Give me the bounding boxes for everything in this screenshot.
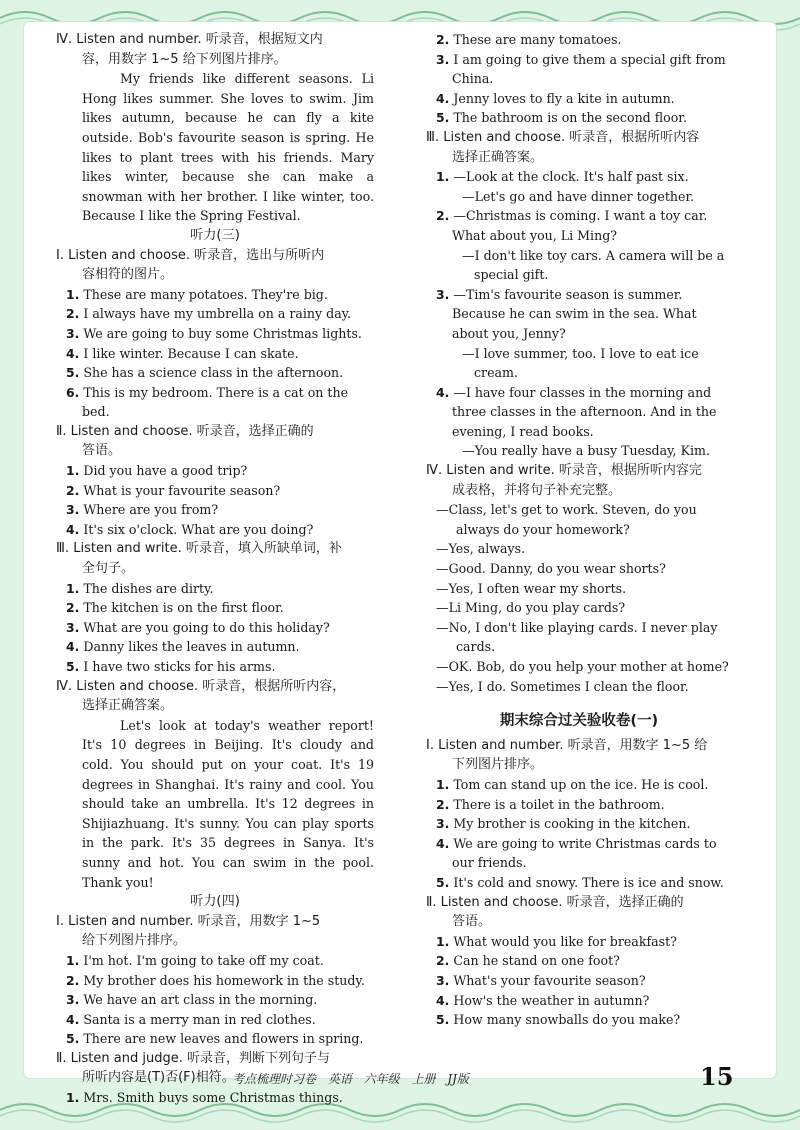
list-item: 2. There is a toilet in the bathroom. bbox=[436, 796, 665, 812]
list-item: 3. I am going to give them a special gift from China. bbox=[436, 51, 726, 87]
list-item: 5. I have two sticks for his arms. bbox=[66, 659, 276, 674]
list-item: 2. The kitchen is on the first floor. bbox=[66, 600, 284, 616]
list-item: 3. Where are you from? bbox=[66, 502, 219, 518]
list-item: 4. We are going to write Christmas cards to our friends. bbox=[436, 835, 717, 871]
list-item: 3. What's your favourite season? bbox=[436, 972, 646, 988]
list-item: 2. What is your favourite season? bbox=[66, 482, 281, 498]
list-item: 3. We are going to buy some Christmas lights. bbox=[66, 325, 362, 341]
dialogue-line: —Good. Danny, do you wear shorts? bbox=[436, 561, 666, 577]
passage: My friends like different seasons. Li Hong likes summer. She loves to swim. Jim likes autumn, because he can fly a kite outside. Bob's favourite season is spring. He likes to plant trees with his friends. Mary likes winter, because she can make a snowman with her brother. I like winter, too. Because I like the Spring Festival. bbox=[82, 71, 374, 224]
listening-heading: 听力(三) bbox=[190, 227, 240, 243]
dialogue-line: —Yes, I often wear my shorts. bbox=[436, 580, 627, 596]
dialogue-line: 4. —I have four classes in the morning and three classes in the afternoon. And in the evening, I read books. bbox=[436, 384, 717, 439]
list-item: 1. Did you have a good trip? bbox=[66, 463, 248, 479]
list-item: 4. How's the weather in autumn? bbox=[436, 992, 650, 1008]
list-item: 5. The bathroom is on the second floor. bbox=[436, 110, 687, 126]
dialogue-line: —I don't like toy cars. A camera will be a special gift. bbox=[462, 247, 725, 283]
page-number: 15 bbox=[700, 1062, 734, 1091]
right-column bbox=[426, 30, 732, 1030]
list-item: 5. How many snowballs do you make? bbox=[436, 1012, 681, 1028]
dialogue-line: —You really have a busy Tuesday, Kim. bbox=[462, 443, 710, 459]
list-item: 1. I'm hot. I'm going to take off my coat. bbox=[66, 952, 324, 968]
dialogue-line: —Class, let's get to work. Steven, do you always do your homework? bbox=[436, 502, 697, 537]
dialogue-line: —No, I don't like playing cards. I never play cards. bbox=[436, 619, 718, 655]
list-item: 4. I like winter. Because I can skate. bbox=[66, 345, 299, 361]
book-info: 考点梳理时习卷 英语 六年级 上册 JJ版 bbox=[232, 1072, 469, 1086]
list-item: 6. This is my bedroom. There is a cat on the bed. bbox=[66, 384, 349, 420]
list-item: 1. The dishes are dirty. bbox=[66, 580, 214, 596]
list-item: 2. These are many tomatoes. bbox=[436, 32, 622, 47]
list-item: 3. We have an art class in the morning. bbox=[66, 992, 318, 1008]
list-item: 2. I always have my umbrella on a rainy day. bbox=[66, 306, 352, 322]
section-heading: Ⅱ. Listen and choose. 听录音，选择正确的 答语。 bbox=[56, 423, 314, 459]
section-heading: Ⅳ. Listen and number. 听录音，根据短文内 容，用数字 1~5 给下列图片排序。 bbox=[56, 32, 323, 67]
section-heading: Ⅳ. Listen and write. 听录音，根据所听内容完 成表格，并将句子补充完整。 bbox=[426, 463, 702, 498]
list-item: 4. Jenny loves to fly a kite in autumn. bbox=[436, 90, 675, 106]
list-item: 2. Can he stand on one foot? bbox=[436, 953, 620, 969]
section-heading: Ⅰ. Listen and choose. 听录音，选出与所听内 容相符的图片。 bbox=[56, 247, 325, 283]
passage: Let's look at today's weather report! It's 10 degrees in Beijing. It's cloudy and cold. You should put on your coat. It's 19 degrees in Shanghai. It's rainy and cool. You should take an umbrella. It's 12 degrees in Shijiazhuang. It's sunny. You can play sports in the park. It's 35 degrees in Sanya. It's sunny and hot. You can swim in the pool. Thank you! bbox=[82, 717, 374, 890]
list-item: 5. There are new leaves and flowers in spring. bbox=[66, 1031, 364, 1047]
left-column bbox=[56, 30, 374, 1108]
list-item: 3. My brother is cooking in the kitchen. bbox=[436, 816, 691, 832]
list-item: 1. Tom can stand up on the ice. He is cool. bbox=[436, 776, 709, 792]
list-item: 4. Danny likes the leaves in autumn. bbox=[66, 639, 300, 655]
list-item: 1. What would you like for breakfast? bbox=[436, 933, 677, 949]
list-item: 5. It's cold and snowy. There is ice and snow. bbox=[436, 874, 724, 890]
listening-heading: 听力(四) bbox=[190, 894, 240, 910]
list-item: 2. My brother does his homework in the study. bbox=[66, 972, 365, 988]
list-item: 5. She has a science class in the afternoon. bbox=[66, 365, 344, 381]
page-footer bbox=[0, 1062, 800, 1092]
section-heading: Ⅱ. Listen and judge. 听录音，判断下列句子与 所听内容是(T)否(F)相符。 bbox=[56, 1050, 330, 1086]
dialogue-line: 2. —Christmas is coming. I want a toy car. What about you, Li Ming? bbox=[436, 208, 708, 243]
section-heading: Ⅰ. Listen and number. 听录音，用数字 1~5 给 下列图片排序。 bbox=[426, 737, 708, 773]
section-heading: Ⅲ. Listen and write. 听录音，填入所缺单词，补 全句子。 bbox=[56, 541, 342, 577]
dialogue-line: —Let's go and have dinner together. bbox=[462, 188, 695, 204]
list-item: 1. These are many potatoes. They're big. bbox=[66, 286, 328, 302]
dialogue-line: 3. —Tim's favourite season is summer. Because he can swim in the sea. What about you, Jenny? bbox=[436, 286, 697, 341]
dialogue-line: —I love summer, too. I love to eat ice cream. bbox=[462, 345, 699, 381]
dialogue-line: —Yes, I do. Sometimes I clean the floor. bbox=[436, 678, 689, 694]
exam-title: 期末综合过关验收卷(一) bbox=[499, 713, 659, 730]
section-heading: Ⅳ. Listen and choose. 听录音，根据所听内容， 选择正确答案。 bbox=[56, 678, 346, 714]
dialogue-line: —OK. Bob, do you help your mother at home? bbox=[436, 659, 729, 674]
list-item: 4. It's six o'clock. What are you doing? bbox=[66, 521, 314, 537]
list-item: 3. What are you going to do this holiday? bbox=[66, 619, 330, 635]
dialogue-line: —Yes, always. bbox=[436, 541, 526, 557]
list-item: 1. Mrs. Smith buys some Christmas things. bbox=[66, 1090, 343, 1106]
section-heading: Ⅰ. Listen and number. 听录音，用数字 1~5 给下列图片排序。 bbox=[56, 913, 321, 949]
section-heading: Ⅲ. Listen and choose. 听录音，根据所听内容 选择正确答案。 bbox=[426, 129, 700, 165]
dialogue-line: 1. —Look at the clock. It's half past six. bbox=[436, 169, 689, 185]
dialogue-line: —Li Ming, do you play cards? bbox=[436, 600, 626, 616]
section-heading: Ⅱ. Listen and choose. 听录音，选择正确的 答语。 bbox=[426, 894, 684, 930]
list-item: 4. Santa is a merry man in red clothes. bbox=[66, 1011, 316, 1027]
